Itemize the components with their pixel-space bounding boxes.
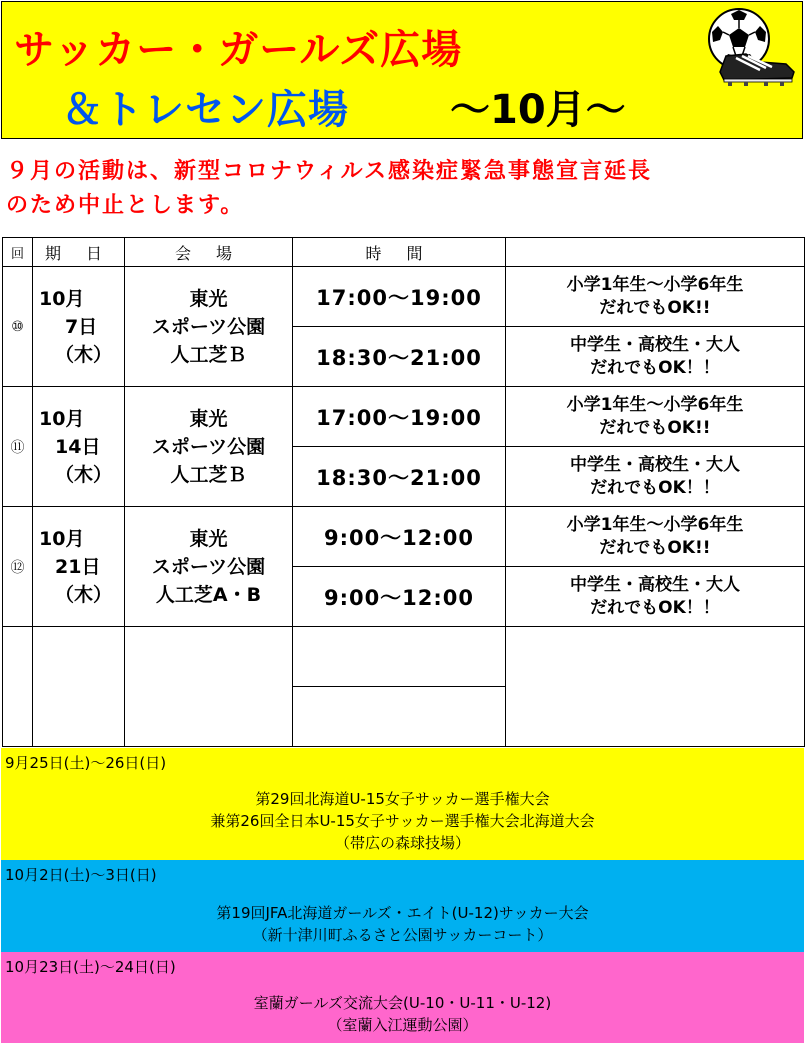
session-time: 17:00～19:00 [293,267,506,327]
event-line: 第19回JFA北海道ガールズ・エイト(U-12)サッカー大会 [216,904,589,922]
session-target [506,267,805,327]
session-target [506,507,805,567]
schedule-table [2,237,805,747]
header-date: 期 日 [33,238,125,267]
title-line-2: ＆トレセン広場 [62,87,349,133]
event-line: 兼第26回全日本U-15女子サッカー選手権大会北海道大会 [210,812,595,830]
session-time: 18:30～21:00 [293,327,506,387]
date-cell [33,267,125,387]
session-target [506,327,805,387]
venue-line: 東光 [189,287,228,310]
title-line-1: サッカー・ガールズ広場 [14,27,463,73]
empty-cell [33,627,125,747]
table-row [3,387,805,447]
target-line: 小学1年生～小学6年生 [566,274,744,295]
event-details [1,992,804,1036]
event-date: 10月2日(土)～3日(日) [5,866,157,884]
venue-line: スポーツ公園 [151,435,266,458]
venue-line: 東光 [189,527,228,550]
session-target [506,567,805,627]
venue-cell [125,507,293,627]
table-row [3,507,805,567]
date-month: 10月 [39,287,85,310]
event-date: 10月23日(土)～24日(日) [5,958,176,976]
session-target [506,387,805,447]
empty-cell [3,627,33,747]
header-banner [1,1,803,139]
event-details [1,788,804,854]
venue-line: 東光 [189,407,228,430]
target-line: だれでもOK!! [599,537,711,558]
session-time: 9:00～12:00 [293,567,506,627]
date-weekday: （木） [55,463,113,486]
session-time: 9:00～12:00 [293,507,506,567]
target-line: 小学1年生～小学6年生 [566,514,744,535]
date-day: 7日 [65,315,98,338]
target-line: 中学生・高校生・大人 [570,454,740,475]
venue-line: 人工芝Ｂ [170,343,247,366]
date-month: 10月 [39,407,85,430]
target-line: だれでもOK！！ [590,597,720,618]
empty-cell [293,627,506,687]
target-line: だれでもOK！！ [590,477,720,498]
target-line: 中学生・高校生・大人 [570,334,740,355]
empty-table-row [3,627,805,687]
header-time: 時 間 [293,238,506,267]
notice-line-1: ９月の活動は、新型コロナウィルス感染症緊急事態宣言延長 [6,159,653,184]
title-month: ～10月～ [450,87,626,133]
event-line: （室蘭入江運動公園） [327,1016,478,1034]
venue-line: 人工芝Ｂ [170,463,247,486]
target-line: 中学生・高校生・大人 [570,574,740,595]
date-day: 21日 [55,555,101,578]
event-line: （帯広の森球技場） [334,834,470,852]
empty-cell [125,627,293,747]
venue-line: 人工芝A・B [155,583,262,606]
round-number: ⑪ [3,387,33,507]
venue-line: スポーツ公園 [151,555,266,578]
session-time: 18:30～21:00 [293,447,506,507]
target-line: だれでもOK!! [599,297,711,318]
target-line: だれでもOK!! [599,417,711,438]
table-row [3,267,805,327]
date-weekday: （木） [55,343,113,366]
date-weekday: （木） [55,583,113,606]
target-line: 小学1年生～小学6年生 [566,394,744,415]
round-number: ⑩ [3,267,33,387]
session-target [506,447,805,507]
date-month: 10月 [39,527,85,550]
event-details [1,902,804,946]
venue-cell [125,267,293,387]
soccer-cleat-icon [716,42,796,88]
event-block-2 [1,860,804,952]
event-line: 第29回北海道U-15女子サッカー選手権大会 [255,790,550,808]
venue-line: スポーツ公園 [151,315,266,338]
round-number: ⑫ [3,507,33,627]
header-round: 回 [3,238,33,267]
notice-line-2: のため中止とします。 [6,193,245,218]
target-line: だれでもOK！！ [590,357,720,378]
event-block-1 [1,748,804,860]
date-cell [33,387,125,507]
empty-cell [293,687,506,747]
event-date: 9月25日(土)～26日(日) [5,754,167,772]
event-line: 室蘭ガールズ交流大会(U-10・U-11・U-12) [253,994,552,1012]
event-block-3 [1,952,804,1043]
date-cell [33,507,125,627]
session-time: 17:00～19:00 [293,387,506,447]
event-line: （新十津川町ふるさと公園サッカーコート） [252,926,553,944]
date-day: 14日 [55,435,101,458]
table-header-row [3,238,805,267]
venue-cell [125,387,293,507]
header-venue: 会 場 [125,238,293,267]
header-target [506,238,805,267]
empty-cell [506,627,805,747]
cancellation-notice [6,155,801,223]
